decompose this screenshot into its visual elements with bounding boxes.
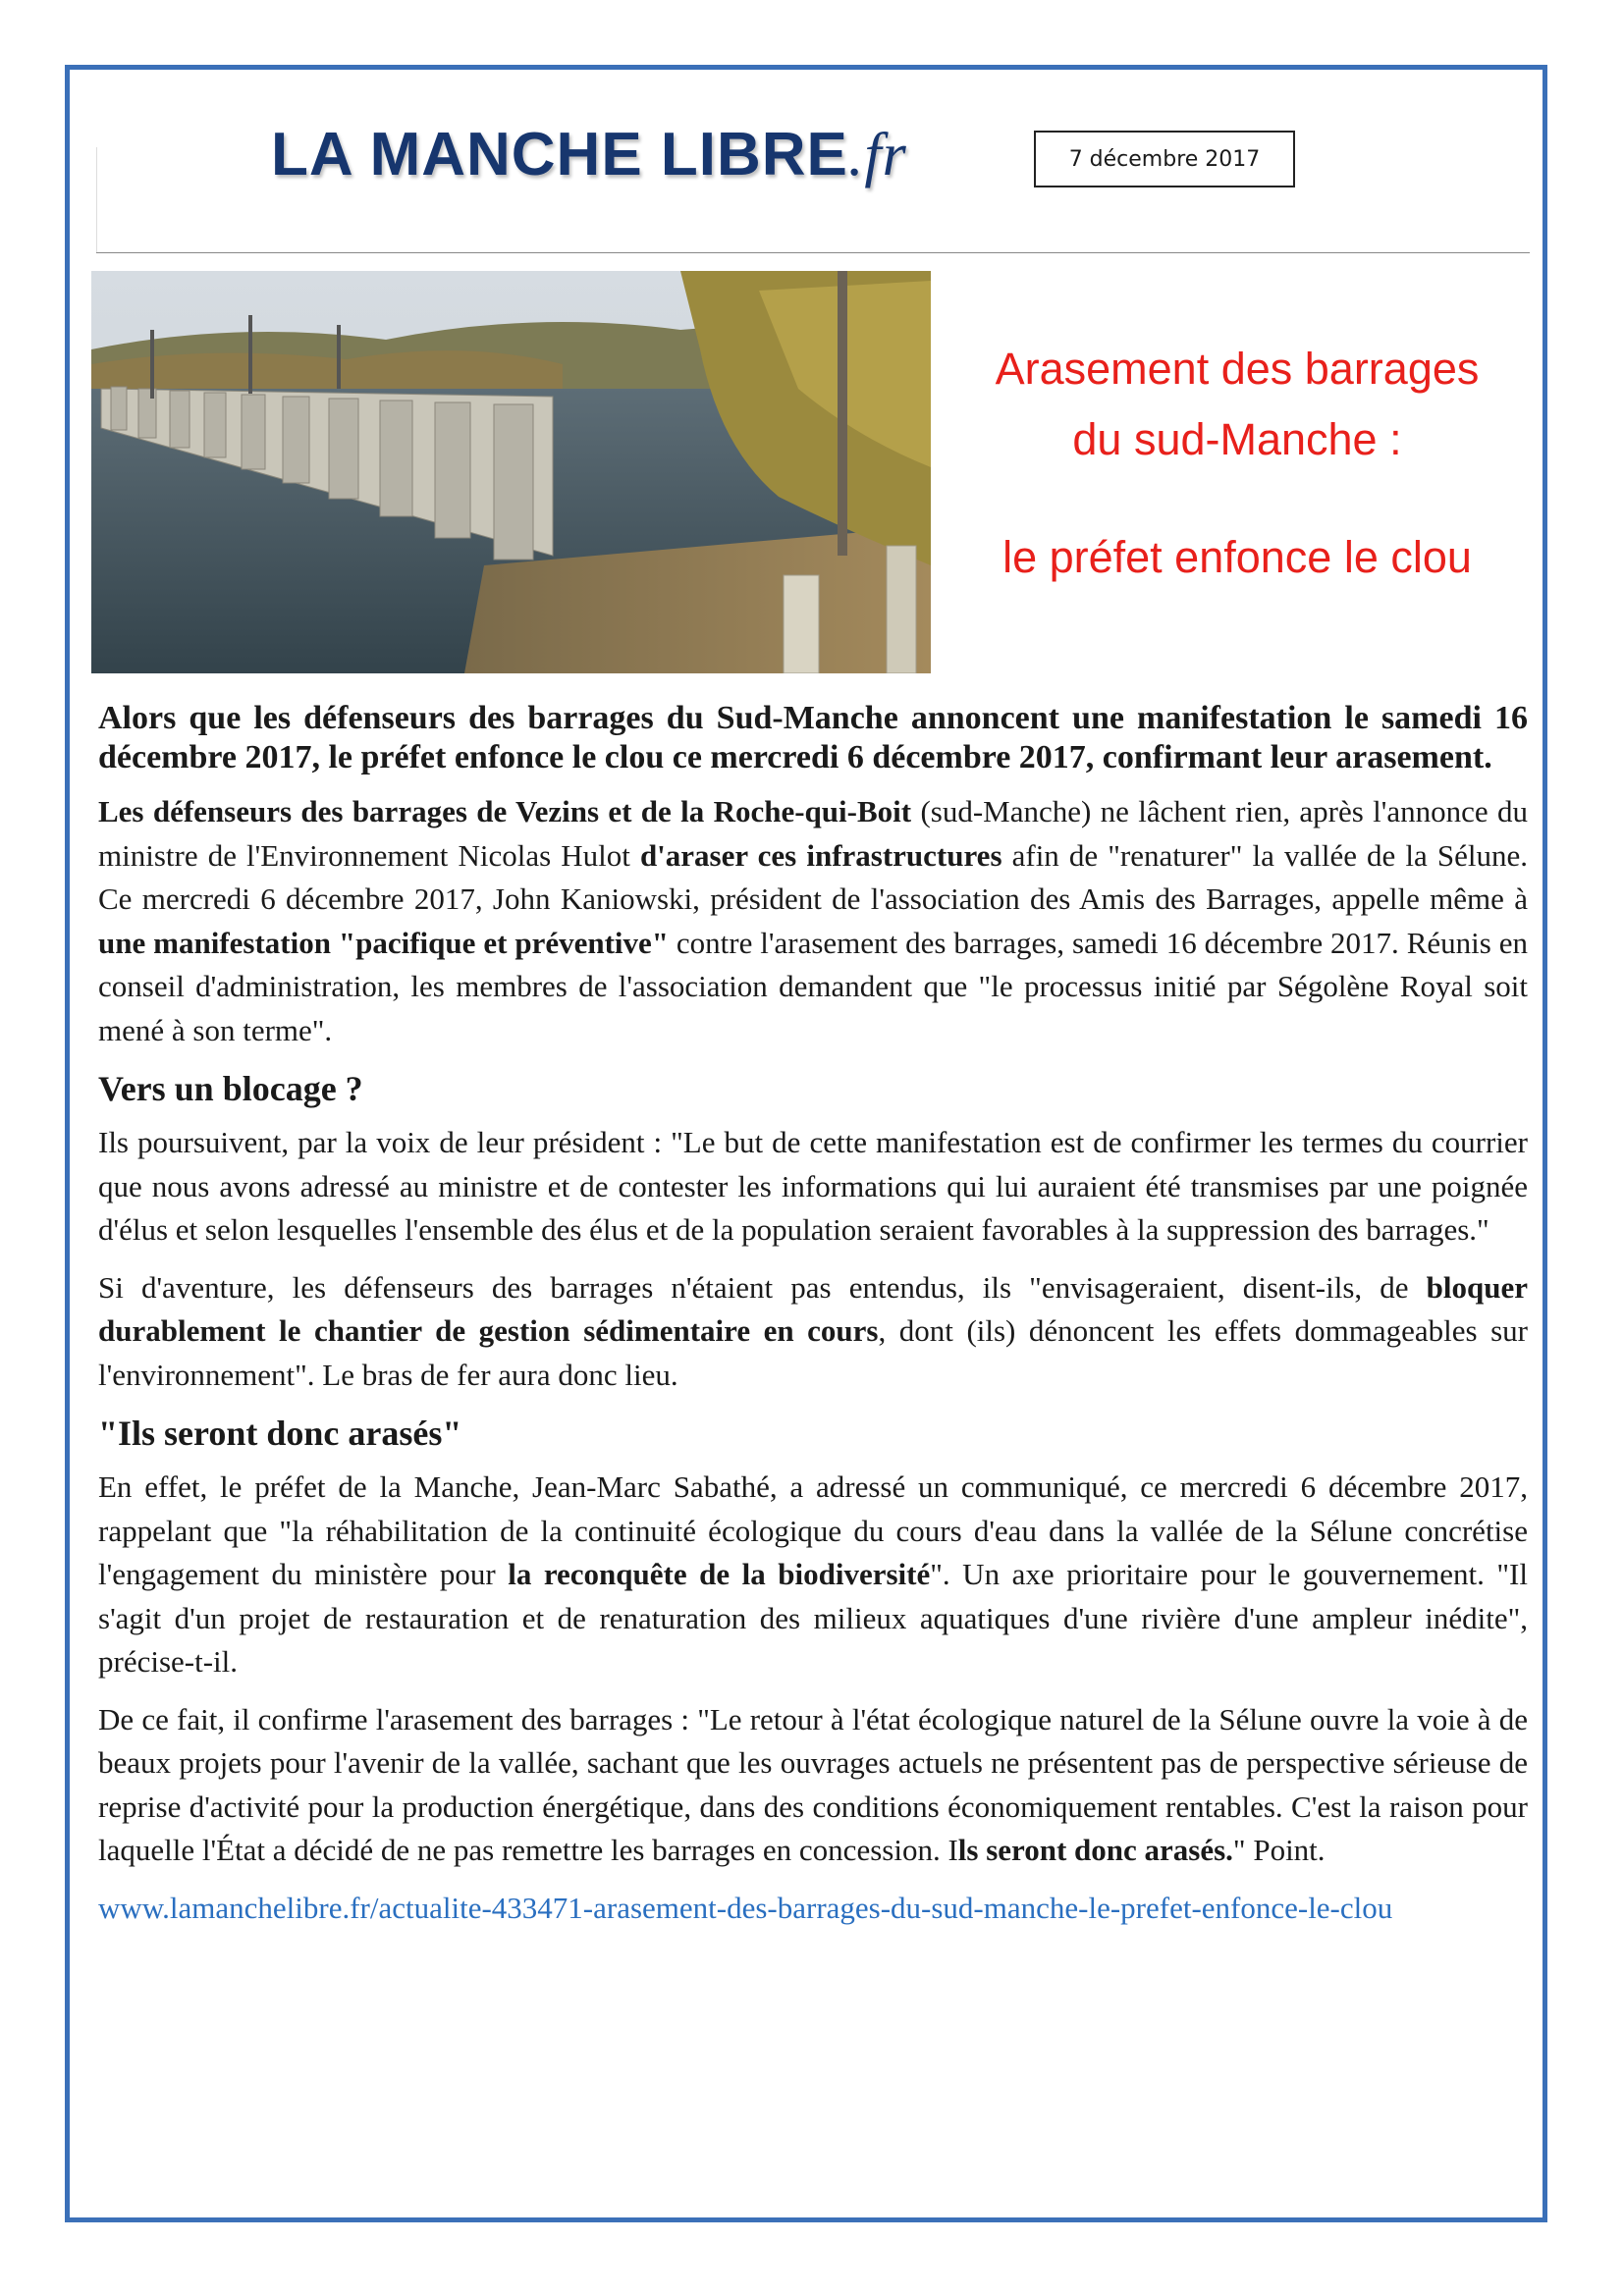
paragraph-1: [98, 790, 1528, 1052]
p3-bold-1: bloquer durablement le chantier de gestion sédimentaire en cours: [98, 1269, 1528, 1348]
masthead-name: LA MANCHE LIBRE: [271, 121, 848, 188]
p1-bold-3: une manifestation "pacifique et préventive": [98, 925, 669, 960]
masthead-suffix: .fr: [847, 122, 907, 188]
article-title: [943, 334, 1532, 593]
source-link[interactable]: www.lamanchelibre.fr/actualite-433471-arasement-des-barrages-du-sud-manche-le-prefet-enfonce-le-clou: [98, 1890, 1393, 1925]
p4-text-1: En effet, le préfet de la Manche, Jean-Marc Sabathé, a adressé un communiqué, ce mercredi 6 décembre 2017, rappelant que "la réhabilitation de la continuité écologique du cours d'eau dans la vallée de la Sélune concrétise l'engagement du ministère pour: [98, 1469, 1528, 1591]
title-line-1: Arasement des barrages: [995, 344, 1480, 394]
paragraph-3: [98, 1266, 1528, 1398]
header-divider-vertical: [96, 147, 97, 252]
p5-text-1: De ce fait, il confirme l'arasement des barrages : "Le retour à l'état écologique naturel de la Sélune ouvre la voie à de beaux projets pour l'avenir de la vallée, sachant que les ouvrages actuels ne présentent pas de perspective sérieuse de reprise d'activité pour la production énergétique, dans des conditions économiquement rentables. C'est la raison pour laquelle l'État a décidé de ne pas remettre les barrages en concession. I: [98, 1701, 1528, 1867]
p1-bold-2: d'araser ces infrastructures: [639, 837, 1002, 873]
publication-date: 7 décembre 2017: [1068, 146, 1261, 172]
p1-text-1: (sud-Manche) ne lâchent rien, après l'annonce du ministre de l'Environnement Nicolas Hulot: [98, 794, 1528, 873]
p5-bold-1: ls seront donc arasés.: [957, 1833, 1233, 1867]
subheading-1: Vers un blocage ?: [98, 1069, 363, 1108]
subheading-2: "Ils seront donc arasés": [98, 1414, 462, 1453]
p1-text-3: contre l'arasement des barrages, samedi 16 décembre 2017. Réunis en conseil d'administration, les membres de l'association demandent que "le processus initié par Ségolène Royal soit mené à son terme".: [98, 925, 1528, 1047]
p3-text-2: , dont (ils) dénoncent les effets dommageables sur l'environnement". Le bras de fer aura donc lieu.: [98, 1313, 1528, 1392]
paragraph-2: Ils poursuivent, par la voix de leur président : "Le but de cette manifestation est de confirmer les termes du courrier que nous avons adressé au ministre et de contester les informations qui lui auraient été transmises par une poignée d'élus et selon lesquelles l'ensemble des élus et de la population seraient favorables à la suppression des barrages.": [98, 1125, 1528, 1247]
paragraph-4: [98, 1466, 1528, 1684]
p3-text-1: Si d'aventure, les défenseurs des barrages n'étaient pas entendus, ils "envisageraient, disent-ils, de: [98, 1269, 1427, 1305]
masthead-logo: [271, 116, 907, 194]
lead-paragraph: Alors que les défenseurs des barrages du Sud-Manche annoncent une manifestation le samedi 16 décembre 2017, le préfet enfonce le clou ce mercredi 6 décembre 2017, confirmant leur arasement.: [98, 700, 1528, 775]
p1-text-2: afin de "renaturer" la vallée de la Sélune. Ce mercredi 6 décembre 2017, John Kaniowski, président de l'association des Amis des Barrages, appelle même à: [98, 837, 1528, 916]
p1-bold-1: Les défenseurs des barrages de Vezins et de la Roche-qui-Boit: [98, 794, 912, 828]
article-body: [98, 699, 1528, 1930]
title-line-3: le préfet enfonce le clou: [1002, 532, 1472, 582]
paragraph-5: [98, 1698, 1528, 1873]
p5-text-2: " Point.: [1232, 1833, 1326, 1867]
p4-text-2: ". Un axe prioritaire pour le gouvernement. "Il s'agit d'un projet de restauration et de renaturation des milieux aquatiques d'une rivière d'une ampleur inédite", précise-t-il.: [98, 1557, 1528, 1679]
dam-photo: [91, 271, 931, 673]
title-line-2: du sud-Manche :: [1072, 414, 1402, 464]
p4-bold-1: la reconquête de la biodiversité: [508, 1557, 931, 1591]
date-box: [1034, 131, 1295, 187]
header-rule: [96, 252, 1530, 253]
